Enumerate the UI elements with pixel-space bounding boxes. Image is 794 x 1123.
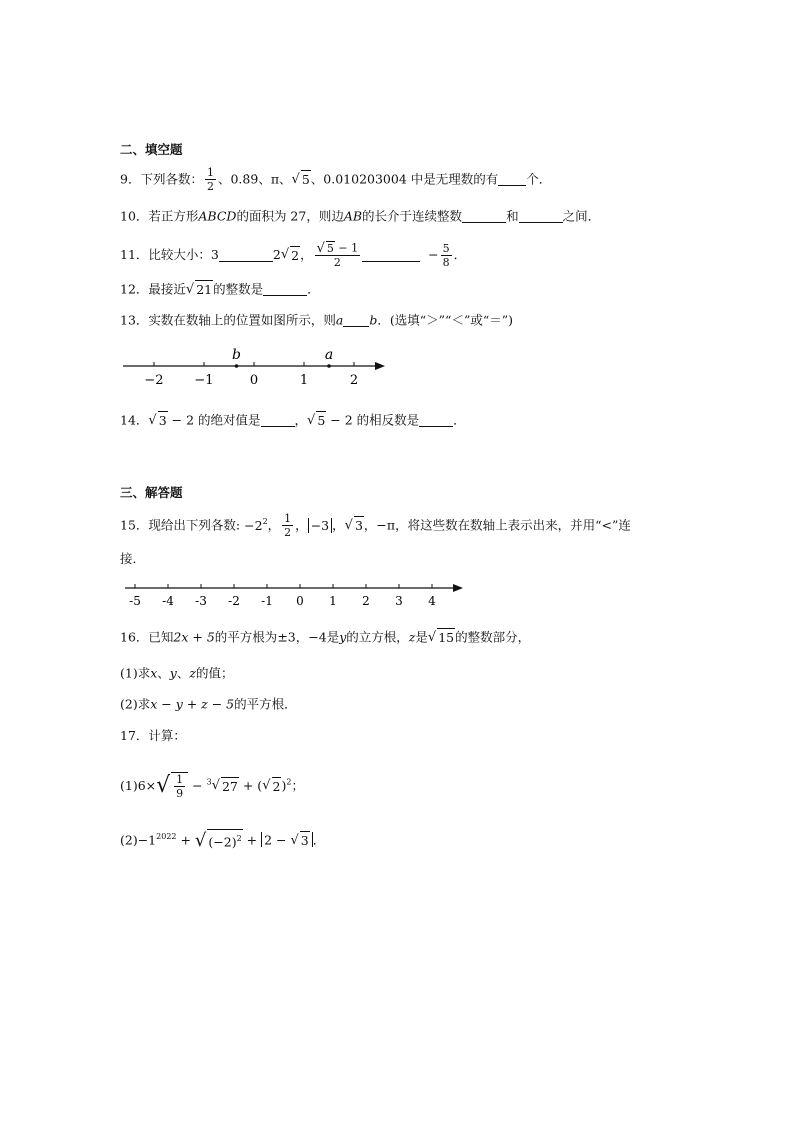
q12-text2: 的整数是 xyxy=(213,281,264,297)
q11-frac1-rad: 5 xyxy=(326,242,334,255)
question-17: 17．计算： xyxy=(120,728,186,743)
q17-p2-abs-sqrt3: 3 xyxy=(300,833,309,849)
q17-p2-plus1: + xyxy=(176,832,195,848)
q10-ab: AB xyxy=(343,208,363,224)
question-16-part-2 xyxy=(120,695,297,714)
q16-p1-sep1: 、 xyxy=(157,665,170,681)
q9-fraction xyxy=(205,166,216,193)
q16-comma: ， xyxy=(295,629,309,645)
q16-p1-z: z xyxy=(189,665,196,681)
q17-p2-abs xyxy=(261,832,313,847)
q17-p2-sqrt xyxy=(207,829,242,852)
q14-text1: − 2 的绝对值是 xyxy=(167,412,261,428)
q11-text1: 11．比较大小：3 xyxy=(120,247,219,262)
question-12 xyxy=(120,280,320,299)
q17-p1-fraction xyxy=(174,773,185,800)
section-fill-blank-title: 二、填空题 xyxy=(120,142,183,157)
sqrt-icon: √ xyxy=(344,517,353,533)
q14-text2: − 2 的相反数是 xyxy=(326,412,420,428)
sqrt-icon: √ xyxy=(194,829,207,851)
q16-is2: 是 xyxy=(415,629,428,645)
question-11 xyxy=(120,241,466,269)
q14-tail: ． xyxy=(453,412,466,428)
axis-tick-label: -2 xyxy=(228,594,240,608)
q11-frac2-num: 5 xyxy=(442,241,450,255)
q9-sep1: 、0. xyxy=(217,171,243,187)
q16-is: 是 xyxy=(326,629,340,645)
q14-blank-2[interactable] xyxy=(419,414,453,427)
q9-sqrt5: 5 xyxy=(301,172,310,187)
q17-p2-exp: 2022 xyxy=(156,832,177,841)
q16-text5: 的立方根， xyxy=(346,629,409,645)
axis-tick-label: 0 xyxy=(296,594,304,608)
q15-exp: 2 xyxy=(262,516,268,526)
q16-text7: 的整数部分， xyxy=(455,629,531,645)
q12-tail: ． xyxy=(307,281,320,297)
q15-text2: ，将这些数在数轴上表示出来，并用“<”连 xyxy=(395,517,631,533)
sqrt-icon: √ xyxy=(316,240,325,256)
axis-tick-label: 1 xyxy=(329,594,337,608)
q16-p2-tail: 的平方根． xyxy=(234,696,297,712)
cuberoot-icon: √ xyxy=(211,778,220,793)
q10-blank-2[interactable] xyxy=(519,210,563,223)
q16-p1-tail: 的值； xyxy=(195,665,234,681)
question-16 xyxy=(120,628,530,647)
point-a-marker xyxy=(327,364,331,368)
q10-abcd: ABCD xyxy=(198,208,237,224)
point-b-marker xyxy=(235,364,239,368)
axis-tick-label: 0 xyxy=(249,373,259,388)
question-17-part-2 xyxy=(120,828,325,852)
q10-text3: 的长介于连续整数 xyxy=(362,208,463,224)
q17-p1-frac-den: 9 xyxy=(176,787,184,800)
q11-blank-1[interactable] xyxy=(219,249,273,262)
q15-fraction xyxy=(282,512,293,539)
q13-tail: ．(选填“＞”“＜”或“＝”) xyxy=(377,312,513,328)
q9-frac-num: 1 xyxy=(206,166,214,179)
q10-text2: 的面积为 27，则边 xyxy=(236,208,344,224)
q9-answer-blank[interactable] xyxy=(498,173,526,186)
q16-p1-y: y xyxy=(169,665,177,681)
q17-p1-sqrt2: 2 xyxy=(272,778,281,794)
sqrt-icon: √ xyxy=(291,171,300,187)
q17-p2-tail: ． xyxy=(312,832,326,848)
q10-blank-1[interactable] xyxy=(462,210,506,223)
q9-sep3: 、0.010203004 中是无理数的有 xyxy=(310,171,499,187)
point-b-label: b xyxy=(232,347,241,363)
q16-p2-label: (2)求 xyxy=(120,696,151,712)
q9-sep2: 、π、 xyxy=(258,171,292,187)
sqrt-icon: √ xyxy=(280,247,290,262)
sqrt-icon: √ xyxy=(290,832,299,848)
q10-and: 和 xyxy=(506,208,519,224)
q14-label: 14． xyxy=(120,412,149,428)
q17-p1-plus: + ( xyxy=(238,778,263,793)
q11-minus: − xyxy=(428,247,439,262)
q9-frac-den: 2 xyxy=(206,180,214,193)
q13-answer-blank[interactable] xyxy=(343,314,369,327)
q17-p2-rad-exp: 2 xyxy=(236,834,242,844)
q13-text1: 13．实数在数轴上的位置如图所示，则 xyxy=(120,312,336,328)
q14-blank-1[interactable] xyxy=(261,414,295,427)
q14-sqrt5: 5 xyxy=(317,413,326,428)
axis-arrow-icon xyxy=(453,584,463,592)
q13-b: b xyxy=(369,312,378,328)
q17-p1-cuberoot27: 27 xyxy=(221,778,238,794)
q17-p1-tail: ； xyxy=(291,778,304,793)
q10-text1: 10．若正方形 xyxy=(120,208,199,224)
q11-fraction-2 xyxy=(441,242,452,269)
q14-sqrt3: 3 xyxy=(158,413,167,428)
q11-frac1-num xyxy=(315,241,361,256)
q9-label: 9．下列各数： xyxy=(120,171,203,187)
q14-comma: ， xyxy=(294,412,308,428)
q15-comma: ， xyxy=(332,517,345,533)
question-17-part-1 xyxy=(120,772,304,800)
q13-number-line xyxy=(115,340,395,390)
question-13 xyxy=(120,311,513,330)
q11-sqrt2: 2 xyxy=(291,247,300,263)
q16-p1-sep2: 、 xyxy=(176,665,190,681)
question-15 xyxy=(120,512,631,539)
question-9 xyxy=(120,166,551,193)
q17-p2-plus2: + xyxy=(242,832,262,848)
q11-tail: ． xyxy=(453,247,467,262)
point-a-label: a xyxy=(324,347,334,363)
q11-comma: ， xyxy=(300,247,313,262)
sqrt-icon: √ xyxy=(427,629,437,645)
q15-neg2sq: −2 xyxy=(244,517,263,533)
q15-negpi: −π xyxy=(376,517,396,533)
q17-p2-label: (2)−1 xyxy=(120,832,157,848)
q15-sqrt3: 3 xyxy=(354,518,363,533)
question-10 xyxy=(120,207,600,226)
q16-pm3: ±3 xyxy=(277,629,296,645)
q15-comma: ， xyxy=(363,517,377,533)
q16-p2-expr: x − y + z − 5 xyxy=(150,696,235,712)
question-14 xyxy=(120,411,466,430)
q15-number-line xyxy=(115,580,475,610)
q9-repeating-decimal: 8̇9̇ xyxy=(242,171,259,187)
axis-tick-label: 4 xyxy=(428,594,436,608)
section-answer-title: 三、解答题 xyxy=(120,485,183,500)
q16-text2: 的平方根为 xyxy=(214,629,278,645)
q12-answer-blank[interactable] xyxy=(263,283,307,296)
axis-tick-label: 3 xyxy=(395,594,403,608)
q13-a: a xyxy=(335,312,344,328)
q17-p1-label: (1)6× xyxy=(120,778,157,793)
q11-fraction-1 xyxy=(315,241,361,269)
sqrt-icon: √ xyxy=(307,412,316,428)
axis-tick-label: 2 xyxy=(349,373,359,388)
axis-tick-label: -1 xyxy=(261,594,273,608)
sqrt-icon: √ xyxy=(156,773,171,798)
axis-tick-label: -4 xyxy=(162,594,174,608)
q16-expr1: 2x + 5 xyxy=(173,629,215,645)
q10-tail: 之间． xyxy=(562,208,601,224)
q17-p1-cuberoot-index: 3 xyxy=(206,777,212,787)
q17-p1-exp: 2 xyxy=(286,777,292,787)
q11-frac2-den: 8 xyxy=(442,255,450,269)
q15-comma: ， xyxy=(295,517,308,533)
q15-frac-den: 2 xyxy=(284,526,292,539)
q16-sqrt15: 15 xyxy=(438,630,455,645)
q16-text1: 16．已知 xyxy=(120,629,174,645)
sqrt-icon: √ xyxy=(262,778,271,793)
q16-neg4: −4 xyxy=(308,629,327,645)
q15-abs: −3 xyxy=(308,518,332,533)
q16-p1-label: (1)求 xyxy=(120,665,151,681)
axis-tick-label: 1 xyxy=(299,373,309,388)
q11-coef: 2 xyxy=(272,247,281,262)
axis-tick-label: −1 xyxy=(194,373,214,388)
q17-p2-abs-text: 2 − xyxy=(264,832,291,848)
sqrt-icon: √ xyxy=(148,412,157,428)
question-15-line2: 接． xyxy=(120,551,146,566)
axis-tick-label: 2 xyxy=(362,594,370,608)
sqrt-icon: √ xyxy=(185,281,195,297)
q17-p1-close: ) xyxy=(281,778,287,793)
q15-text1: 15．现给出下列各数: xyxy=(120,517,241,533)
q16-y: y xyxy=(339,629,347,645)
q16-p1-x: x xyxy=(150,665,158,681)
q17-p1-sqrt-frac xyxy=(171,772,188,800)
q9-tail: 个． xyxy=(526,171,552,187)
q17-p1-minus: − xyxy=(188,778,207,793)
q11-frac1-tail: − 1 xyxy=(334,241,359,255)
q12-sqrt21: 21 xyxy=(196,282,213,297)
axis-tick-label: -5 xyxy=(129,594,141,608)
question-16-part-1 xyxy=(120,664,233,683)
q12-text1: 12．最接近 xyxy=(120,281,186,297)
axis-arrow-icon xyxy=(375,362,385,370)
q17-p2-rad: (−2) xyxy=(208,834,237,850)
q11-blank-2[interactable] xyxy=(362,249,420,262)
axis-tick-label: −2 xyxy=(144,373,164,388)
axis-tick-label: -3 xyxy=(195,594,207,608)
q15-comma: ， xyxy=(267,517,281,533)
q17-p1-frac-num: 1 xyxy=(176,773,184,786)
q16-z: z xyxy=(408,629,416,645)
q15-frac-num: 1 xyxy=(284,512,292,525)
q11-frac1-den: 2 xyxy=(333,256,341,269)
